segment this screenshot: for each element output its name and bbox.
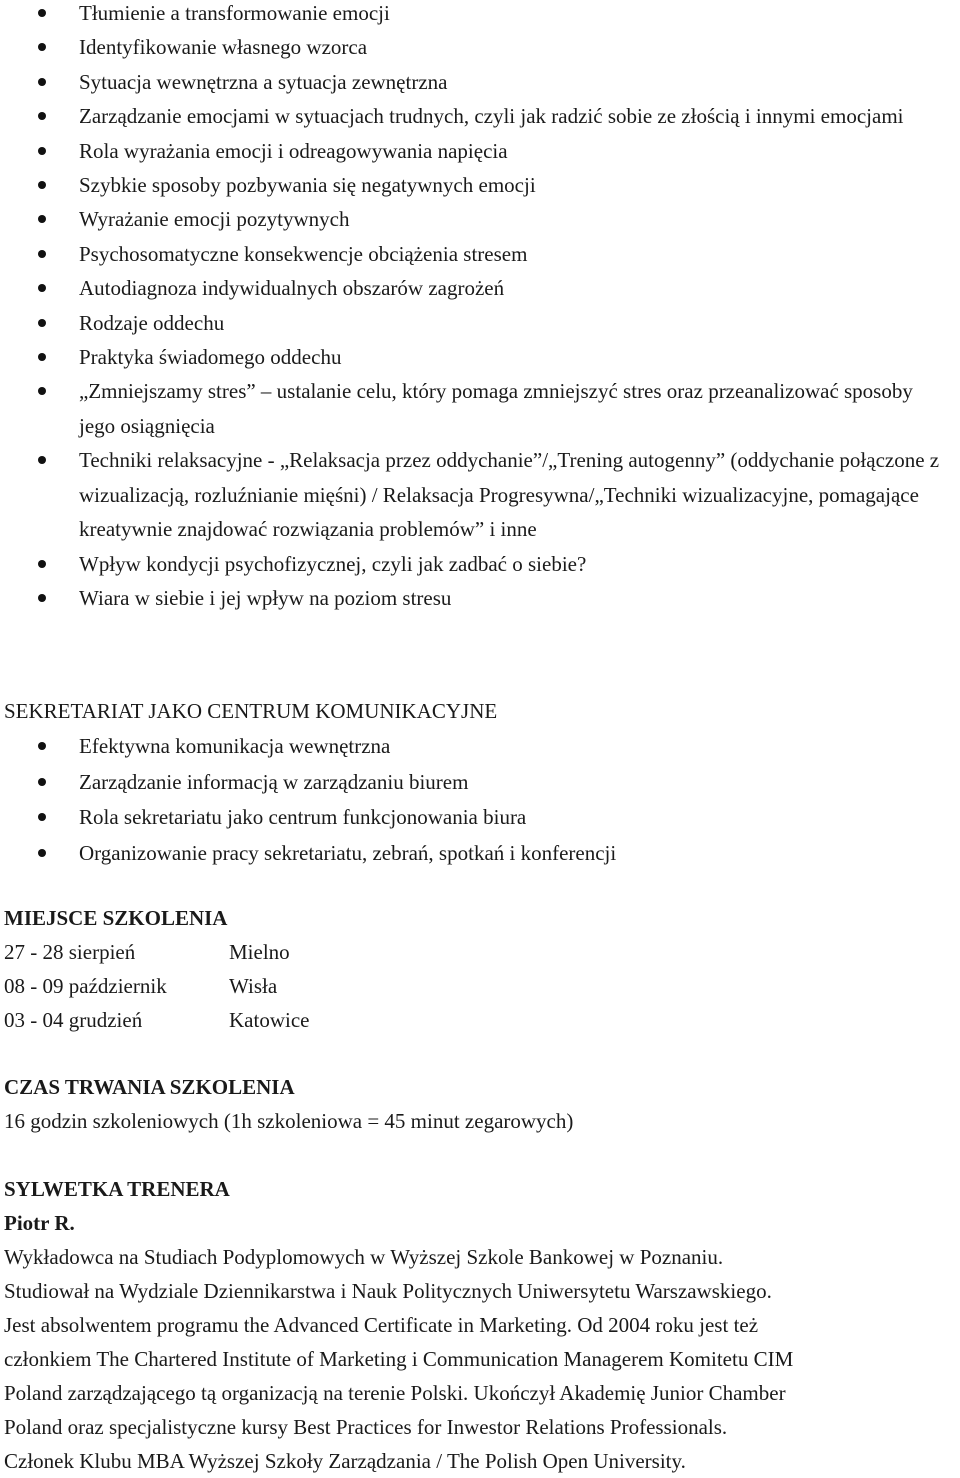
list-item-text: Efektywna komunikacja wewnętrzna: [79, 734, 391, 758]
trainer-name: Piotr R.: [4, 1211, 75, 1235]
list-item: [0, 0, 960, 30]
bullet-icon: [38, 353, 46, 361]
bullet-icon: [38, 78, 46, 86]
bullet-icon: [38, 813, 46, 821]
list-item-text: Praktyka świadomego oddechu: [79, 345, 342, 370]
list-item-text: Zarządzanie emocjami w sytuacjach trudnych, czyli jak radzić sobie ze złością i innymi emocjami: [79, 104, 904, 129]
list-item: [0, 237, 960, 271]
bio-line: Poland oraz specjalistyczne kursy Best Practices for Inwestor Relations Professionals.: [4, 1415, 728, 1439]
list-item: [0, 443, 960, 546]
section-heading-czas: CZAS TRWANIA SZKOLENIA: [4, 1075, 295, 1099]
section-heading-sylwetka: SYLWETKA TRENERA: [4, 1177, 230, 1201]
list-item-text: Rola wyrażania emocji i odreagowywania napięcia: [79, 138, 508, 163]
list-item-text: Szybkie sposoby pozbywania się negatywnych emocji: [79, 173, 536, 198]
list-item: [0, 547, 960, 581]
bullet-icon: [38, 215, 46, 223]
list-item-text: „Zmniejszamy stres” – ustalanie celu, który pomaga zmniejszyć stres oraz przeanalizować sposoby jego osiągnięcia: [79, 379, 913, 438]
list-item-text: Organizowanie pracy sekretariatu, zebrań, spotkań i konferencji: [79, 840, 617, 865]
bio-line: Członek Klubu MBA Wyższej Szkoły Zarządzania / The Polish Open University.: [4, 1449, 686, 1473]
trainer-bio: [4, 1240, 960, 1478]
location-date: 08 - 09 październik: [4, 974, 167, 998]
list-item: [0, 168, 960, 202]
list-item: [0, 765, 960, 801]
list-item: [0, 306, 960, 340]
list-item-text: Rola sekretariatu jako centrum funkcjonowania biura: [79, 805, 527, 829]
table-row: [4, 935, 309, 969]
locations-table: [4, 935, 309, 1037]
list-item-text: Tłumienie a transformowanie emocji: [79, 1, 390, 25]
list-item-text: Wpływ kondycji psychofizycznej, czyli jak zadbać o siebie?: [79, 551, 587, 576]
list-item: [0, 134, 960, 168]
list-item: [0, 729, 960, 765]
list-item: [0, 202, 960, 236]
list-item-text: Techniki relaksacyjne - „Relaksacja przez oddychanie”/„Trening autogenny” (oddychanie połączone z wizualizacją, rozluźnianie mięśni) / Relaksacja Progresywna/„Techniki wizualizacyjne, pomagające kreatywnie znajdować rozwiązania problemów” i inne: [79, 448, 940, 542]
location-date: 27 - 28 sierpień: [4, 940, 136, 964]
bio-line: Studiował na Wydziale Dziennikarstwa i Nauk Politycznych Uniwersytetu Warszawskiego.: [4, 1279, 772, 1303]
bullet-icon: [38, 456, 46, 464]
location-city: Mielno: [229, 940, 290, 964]
bullet-icon: [38, 742, 46, 750]
sekretariat-topics-list: [0, 729, 960, 871]
list-item: [0, 836, 960, 872]
bullet-icon: [38, 387, 46, 395]
location-city: Wisła: [229, 974, 278, 998]
section-heading-miejsce: MIEJSCE SZKOLENIA: [4, 906, 228, 930]
list-item: [0, 340, 960, 374]
list-item-text: Identyfikowanie własnego wzorca: [79, 35, 368, 60]
list-item: [0, 581, 960, 615]
table-row: [4, 969, 309, 1003]
duration-text: 16 godzin szkoleniowych (1h szkoleniowa = 45 minut zegarowych): [4, 1109, 574, 1133]
bio-line: Poland zarządzającego tą organizacją na terenie Polski. Ukończył Akademię Junior Chamber: [4, 1381, 786, 1405]
list-item-text: Psychosomatyczne konsekwencje obciążenia stresem: [79, 241, 528, 266]
list-item-text: Rodzaje oddechu: [79, 310, 225, 335]
bullet-icon: [38, 319, 46, 327]
table-row: [4, 1003, 309, 1037]
list-item-text: Autodiagnoza indywidualnych obszarów zagrożeń: [79, 276, 505, 301]
location-city: Katowice: [229, 1008, 310, 1032]
bullet-icon: [38, 250, 46, 258]
bullet-icon: [38, 112, 46, 120]
bullet-icon: [38, 181, 46, 189]
list-item-text: Sytuacja wewnętrzna a sytuacja zewnętrzna: [79, 69, 448, 94]
bio-line: Jest absolwentem programu the Advanced Certificate in Marketing. Od 2004 roku jest też: [4, 1313, 759, 1337]
bio-line: Wykładowca na Studiach Podyplomowych w Wyższej Szkole Bankowej w Poznaniu.: [4, 1245, 724, 1269]
bullet-icon: [38, 778, 46, 786]
list-item: [0, 99, 960, 133]
list-item: [0, 30, 960, 64]
list-item: [0, 65, 960, 99]
list-item: [0, 271, 960, 305]
list-item-text: Wiara w siebie i jej wpływ na poziom stresu: [79, 585, 452, 610]
section-heading-sekretariat: SEKRETARIAT JAKO CENTRUM KOMUNIKACYJNE: [4, 699, 498, 723]
bullet-icon: [38, 9, 46, 17]
list-item-text: Zarządzanie informacją w zarządzaniu biurem: [79, 769, 469, 794]
list-item-text: Wyrażanie emocji pozytywnych: [79, 207, 350, 232]
list-item: [0, 800, 960, 836]
bio-line: członkiem The Chartered Institute of Marketing i Communication Managerem Komitetu CIM: [4, 1347, 794, 1371]
bullet-icon: [38, 147, 46, 155]
bullet-icon: [38, 43, 46, 51]
bullet-icon: [38, 560, 46, 568]
location-date: 03 - 04 grudzień: [4, 1008, 143, 1032]
training-topics-list: [0, 0, 960, 615]
bullet-icon: [38, 594, 46, 602]
list-item: [0, 374, 960, 443]
bullet-icon: [38, 284, 46, 292]
bullet-icon: [38, 849, 46, 857]
